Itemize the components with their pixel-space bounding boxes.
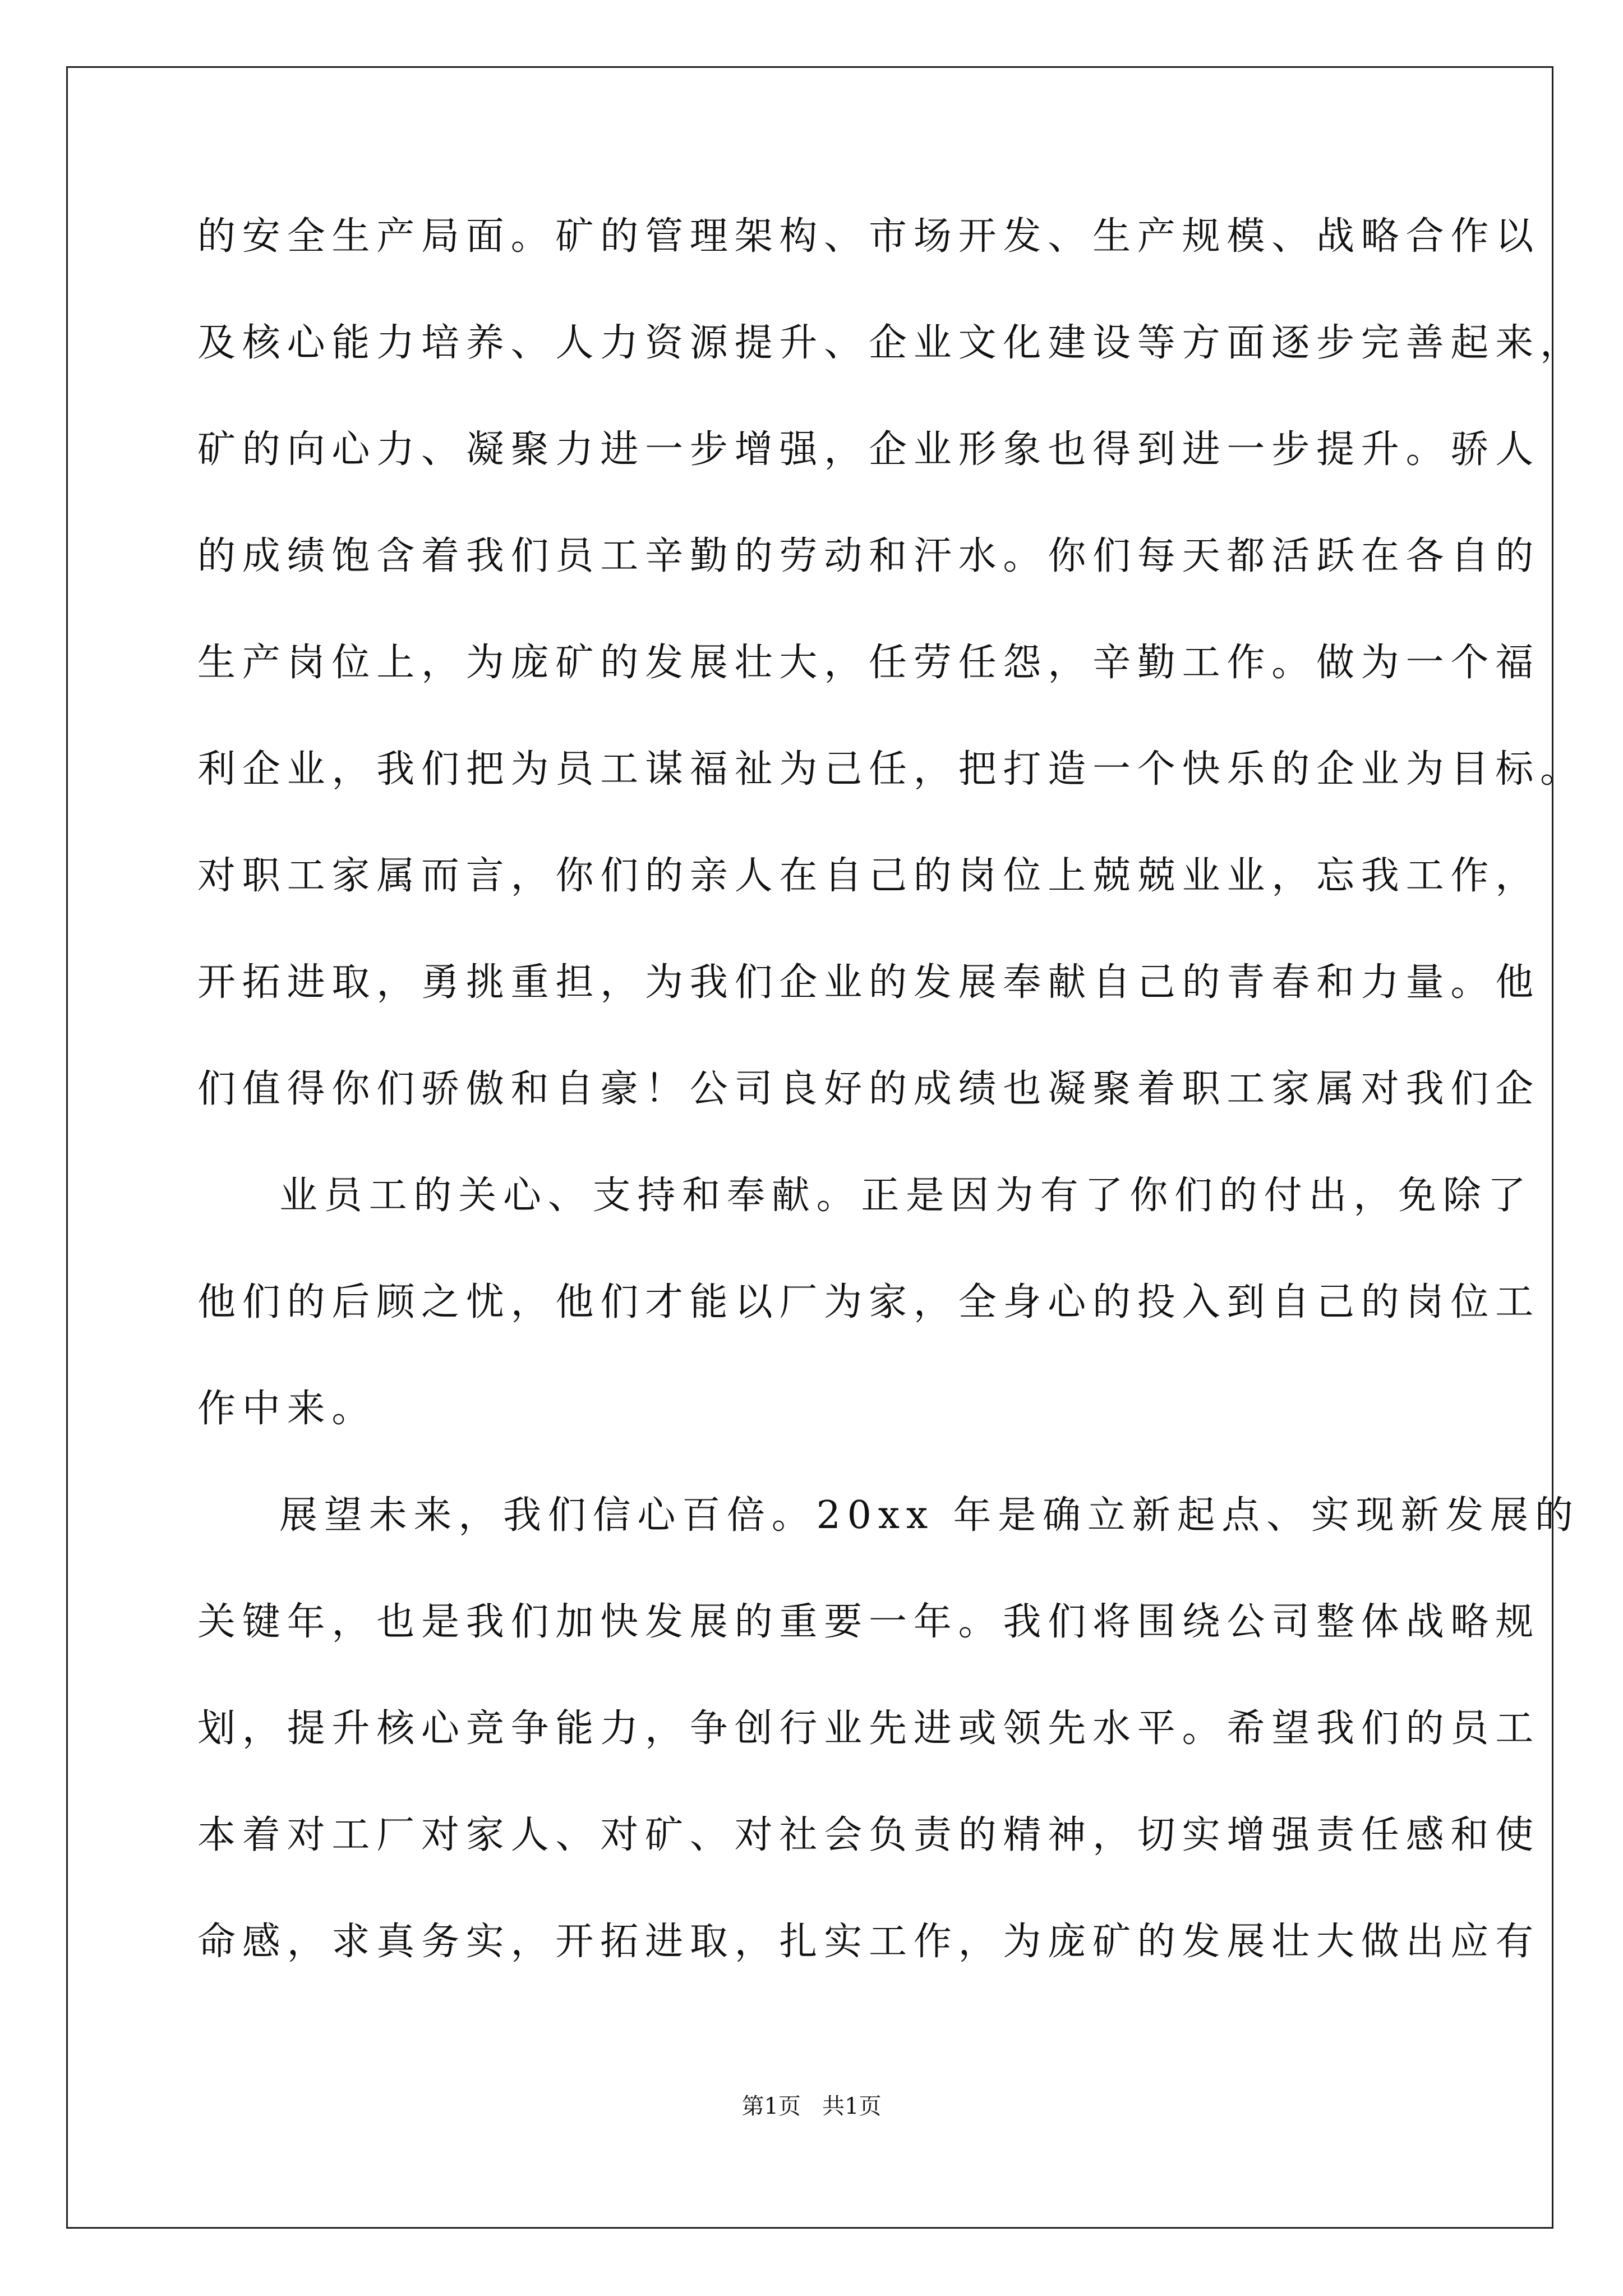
text-line: 命感，求真务实，开拓进取，扎实工作，为庞矿的发展壮大做出应有: [197, 1920, 1541, 1964]
text-line: 生产岗位上，为庞矿的发展壮大，任劳任怨，辛勤工作。做为一个福: [197, 641, 1541, 685]
text-line: 矿的向心力、凝聚力进一步增强，企业形象也得到进一步提升。骄人: [197, 427, 1541, 472]
text-line: 作中来。: [197, 1387, 377, 1431]
text-line: 展望未来，我们信心百倍。20xx 年是确立新起点、实现新发展的: [279, 1493, 1580, 1538]
text-line: 的成绩饱含着我们员工辛勤的劳动和汗水。你们每天都活跃在各自的: [197, 534, 1541, 578]
text-line: 对职工家属而言，你们的亲人在自己的岗位上兢兢业业，忘我工作，: [197, 854, 1541, 898]
text-line: 们值得你们骄傲和自豪！公司良好的成绩也凝聚着职工家属对我们企: [197, 1067, 1541, 1111]
text-line: 划，提升核心竞争能力，争创行业先进或领先水平。希望我们的员工: [197, 1706, 1541, 1751]
document-body: [197, 214, 1585, 2030]
text-line: 关键年，也是我们加快发展的重要一年。我们将围绕公司整体战略规: [197, 1600, 1541, 1644]
text-line: 本着对工厂对家人、对矿、对社会负责的精神，切实增强责任感和使: [197, 1813, 1541, 1857]
text-line: 利企业，我们把为员工谋福祉为己任，把打造一个快乐的企业为目标。: [197, 747, 1585, 792]
text-line: 开拓进取，勇挑重担，为我们企业的发展奉献自己的青春和力量。他: [197, 960, 1541, 1005]
page-number-footer: 第1页 共1页: [741, 2093, 882, 2119]
text-line: 他们的后顾之忧，他们才能以厂为家，全身心的投入到自己的岗位工: [197, 1280, 1541, 1324]
text-line: 及核心能力培养、人力资源提升、企业文化建设等方面逐步完善起来，: [197, 321, 1585, 365]
text-line: 的安全生产局面。矿的管理架构、市场开发、生产规模、战略合作以: [197, 214, 1541, 259]
text-line: 业员工的关心、支持和奉献。正是因为有了你们的付出，免除了: [279, 1174, 1533, 1218]
